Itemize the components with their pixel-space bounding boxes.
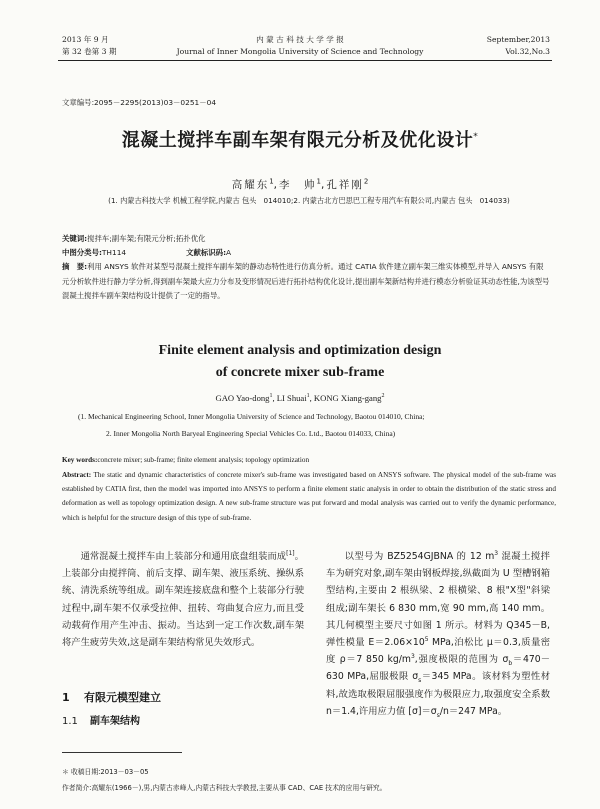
header-date-cn: 2013 年 9 月 — [62, 35, 109, 44]
footnote-rule — [62, 752, 182, 753]
subsection-title: 副车架结构 — [90, 716, 140, 727]
body-text: /n＝247 MPa。 — [439, 705, 508, 717]
author-cn: 高耀东 — [231, 179, 270, 191]
body-text: ＝345 MPa。该材料为塑性材料,故选取极限屈服强度作为极限应力,取强度安全系数 n＝1.4,许用应力值 [σ]＝σ — [326, 671, 550, 717]
section-number: 1 — [62, 691, 70, 704]
keywords-en — [62, 456, 554, 464]
journal-name-en: Journal of Inner Mongolia University of Science and Technology — [176, 47, 424, 56]
journal-name-cn: 内 蒙 古 科 技 大 学 学 报 — [256, 35, 344, 44]
footnote-author: 作者简介:高耀东(1966－),男,内蒙古赤峰人,内蒙古科技大学教授,主要从事 CAD、CAE 技术的应用与研究。 — [62, 784, 387, 792]
subscript: b — [508, 660, 513, 668]
header-rule — [58, 60, 552, 61]
footnote-received: ＊ 收稿日期:2013－03－05 — [62, 768, 149, 776]
author-cn: 李 帅 — [279, 179, 317, 191]
superscript: 3 — [410, 653, 415, 661]
affiliation-cn: (1. 内蒙古科技大学 机械工程学院,内蒙古 包头 014010;2. 内蒙古北方巴思巴工程专用汽车有限公司,内蒙古 包头 014033) — [108, 196, 510, 205]
body-text: ＝470－630 MPa,屈服极限 σ — [326, 654, 550, 683]
author-affil-mark: 2 — [381, 393, 385, 400]
abstract-cn-text: 利用 ANSYS 软件对某型号混凝土搅拌车副车架的静动态特性进行仿真分析。通过 CATIA 软件建立副车架三维实体模型,并导入 ANSYS 有限元分析软件进行静力学分析,得到副车架最大应力分布及变形情况后进行拓扑结构优化设计,提出副车架新结构并进行模态分析验证其动态性能,为该型号混凝土搅拌车副车架结构设计提供了一定的指导。 — [62, 262, 550, 300]
subscript: s — [418, 677, 422, 685]
author-affil-mark: 2 — [363, 177, 369, 186]
author-affil-mark: 1 — [316, 177, 321, 186]
body-text: 以型号为 BZ5254GJBNA 的 12 m — [344, 551, 495, 562]
body-text: 混凝土搅拌车为研究对象,副车架由钢板焊接,纵截面为 U 型槽钢箱型结构,主要由 2 根纵梁、2 根横梁、8 根"X型"斜梁组成;副车架长 6 830 mm,宽 90 mm,高 140 mm。其几何模型主要尺寸如图 1 所示。材料为 Q345－B,弹性模量 E＝2.06×10 — [326, 551, 550, 649]
author-affil-mark: 1 — [269, 177, 274, 186]
abstract-cn-label: 摘 要: — [62, 262, 88, 271]
section-heading-1 — [62, 689, 161, 705]
keywords-cn-text: 搅拌车;副车架;有限元分析;拓扑优化 — [87, 234, 206, 243]
abstract-en-label: Abstract: — [62, 471, 92, 479]
superscript: 5 — [424, 635, 429, 643]
header-volume-en: Vol.32,No.3 — [505, 47, 550, 56]
author-en: KONG Xiang-gang — [313, 393, 382, 403]
author-en: LI Shuai — [276, 393, 307, 403]
affiliation-en-1: (1. Mechanical Engineering School, Inner Mongolia University of Science and Technology, Baotou 014010, China; — [78, 412, 425, 421]
title-cn-text: 混凝土搅拌车副车架有限元分析及优化设计 — [121, 130, 474, 151]
keywords-en-text: concrete mixer; sub-frame; finite element analysis; topology optimization — [97, 456, 310, 464]
body-right-column — [326, 548, 550, 720]
clc-label: 中图分类号: — [62, 248, 102, 257]
article-number: 文章编号:2095－2295(2013)03－0251－04 — [62, 98, 217, 107]
keywords-cn — [62, 232, 550, 245]
header-volume-cn: 第 32 卷第 3 期 — [62, 47, 117, 56]
body-left-column — [62, 548, 304, 651]
subscript: s — [436, 711, 440, 719]
author-affil-mark: 1 — [306, 393, 310, 400]
doc-code: A — [226, 248, 232, 257]
affiliation-en-2: 2. Inner Mongolia North Baryeal Engineering Special Vehicles Co. Ltd., Baotou 014033, China) — [106, 429, 396, 438]
title-en-line: Finite element analysis and optimization design — [158, 343, 442, 358]
abstract-cn — [62, 260, 550, 304]
keywords-cn-label: 关键词: — [62, 234, 88, 243]
header-date-en: September,2013 — [486, 35, 550, 44]
author-affil-mark: 1 — [269, 393, 273, 400]
title-cn — [0, 126, 600, 152]
subsection-heading-1-1 — [62, 712, 140, 727]
keywords-en-label: Key words: — [62, 456, 98, 464]
authors-en: GAO Yao-dong$^1$, LI Shuai$^1$, KONG Xiang-gang$^2$ — [215, 393, 385, 403]
abstract-en — [62, 468, 556, 525]
author-cn: 孔祥刚 — [326, 179, 364, 191]
header-right — [487, 34, 550, 58]
authors-cn: 高耀东$^1$,李 帅$^1$,孔祥刚$^2$ — [231, 177, 369, 191]
body-text: ,强度极限的范围为 σ — [414, 654, 509, 666]
title-footnote-mark: * — [473, 132, 479, 142]
title-en-line: of concrete mixer sub-frame — [215, 365, 385, 380]
body-text: 通常混凝土搅拌车由上装部分和通用底盘组装而成 — [80, 551, 287, 562]
classification-cn — [62, 246, 550, 259]
body-text: MPa,泊松比 μ＝0.3,质量密度 ρ＝7 850 kg/m — [326, 637, 550, 666]
title-en — [0, 340, 600, 384]
body-text: 。上装部分由搅拌筒、前后支撑、副车架、液压系统、操纵系统、清洗系统等组成。副车架连接底盘和整个上装部分行驶过程中,副车架不仅承受拉伸、扭转、弯曲复合应力,而且受动载荷作用产生冲击、振动。当达到一定工作次数,副车架将产生疲劳失效,这是副车架结构常见失效形式。 — [62, 551, 304, 649]
clc-code: TH114 — [101, 248, 127, 257]
subsection-number: 1.1 — [62, 716, 78, 727]
citation-ref: [1] — [286, 549, 295, 557]
superscript: 3 — [494, 549, 499, 557]
section-title: 有限元模型建立 — [84, 691, 161, 704]
abstract-en-text: The static and dynamic characteristics of concrete mixer's sub-frame was investigated based on ANSYS software. The physical model of the sub-frame was established by CATIA first, then the model was imported into ANSYS to perform a finite element static analysis in order to obtain the distribution of the static stress and deformation as well as topology optimization design. A new sub-frame structure was put forward and modal analysis was carried out to verify the dynamic performance, which is helpful for the structure design of this type of sub-frame. — [62, 471, 557, 522]
doc-code-label: 文献标识码: — [186, 248, 227, 257]
author-en: GAO Yao-dong — [215, 393, 270, 403]
